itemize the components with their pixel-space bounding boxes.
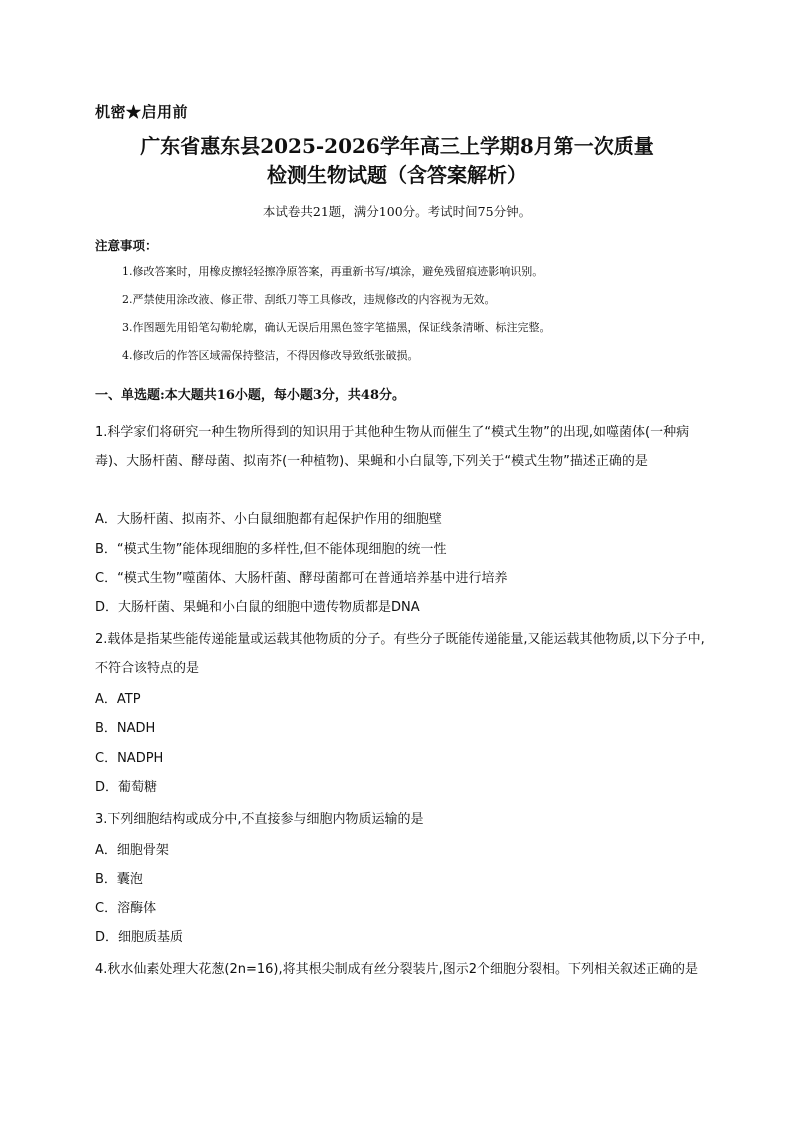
question-option: D．细胞质基质: [95, 930, 184, 945]
question-option: C．溶酶体: [95, 901, 157, 916]
question-option: C．NADPH: [95, 751, 164, 766]
question-option: A．ATP: [95, 692, 141, 707]
question-option: D．葡萄糖: [95, 780, 158, 795]
exam-info: 本试卷共21题，满分100分。考试时间75分钟。: [262, 204, 532, 219]
question-stem: 3.下列细胞结构或成分中,不直接参与细胞内物质运输的是: [95, 812, 424, 827]
notice-item: 1.修改答案时，用橡皮擦轻轻擦净原答案，再重新书写/填涂，避免残留痕迹影响识别。: [122, 265, 544, 278]
question-option: B．“模式生物”能体现细胞的多样性,但不能体现细胞的统一性: [95, 542, 447, 557]
secret-mark: 机密★启用前: [95, 103, 189, 121]
question-stem: 2.载体是指某些能传递能量或运载其他物质的分子。有些分子既能传递能量,又能运载其他物质,以下分子中,不符合该特点的是: [95, 632, 705, 676]
notice-item: 2.严禁使用涂改液、修正带、刮纸刀等工具修改，违规修改的内容视为无效。: [122, 293, 496, 306]
question-option: D．大肠杆菌、果蝇和小白鼠的细胞中遗传物质都是DNA: [95, 600, 420, 615]
question-option: B．NADH: [95, 721, 156, 736]
question-stem: 1.科学家们将研究一种生物所得到的知识用于其他种生物从而催生了“模式生物”的出现,如噬菌体(一种病毒)、大肠杆菌、酵母菌、拟南芥(一种植物)、果蝇和小白鼠等,下列关于“模式生物”描述正确的是: [95, 425, 690, 469]
question-option: C．“模式生物”噬菌体、大肠杆菌、酵母菌都可在普通培养基中进行培养: [95, 571, 508, 586]
question-option: A．细胞骨架: [95, 843, 169, 858]
section-heading: 一、单选题:本大题共16小题，每小题3分，共48分。: [95, 388, 406, 403]
question-option: B．囊泡: [95, 872, 143, 887]
question-option: A．大肠杆菌、拟南芥、小白鼠细胞都有起保护作用的细胞壁: [95, 512, 442, 527]
notice-heading: 注意事项：: [95, 238, 158, 253]
exam-title-line-2: 检测生物试题（含答案解析）: [267, 163, 527, 187]
question-stem: 4.秋水仙素处理大花葱(2n=16),将其根尖制成有丝分裂装片,图示2个细胞分裂相。下列相关叙述正确的是: [95, 962, 699, 977]
notice-item: 4.修改后的作答区域需保持整洁，不得因修改导致纸张破损。: [122, 349, 419, 362]
exam-title-line-1: 广东省惠东县2025-2026学年高三上学期8月第一次质量: [140, 134, 654, 158]
notice-item: 3.作图题先用铅笔勾勒轮廓，确认无误后用黑色签字笔描黑，保证线条清晰、标注完整。: [122, 321, 551, 334]
